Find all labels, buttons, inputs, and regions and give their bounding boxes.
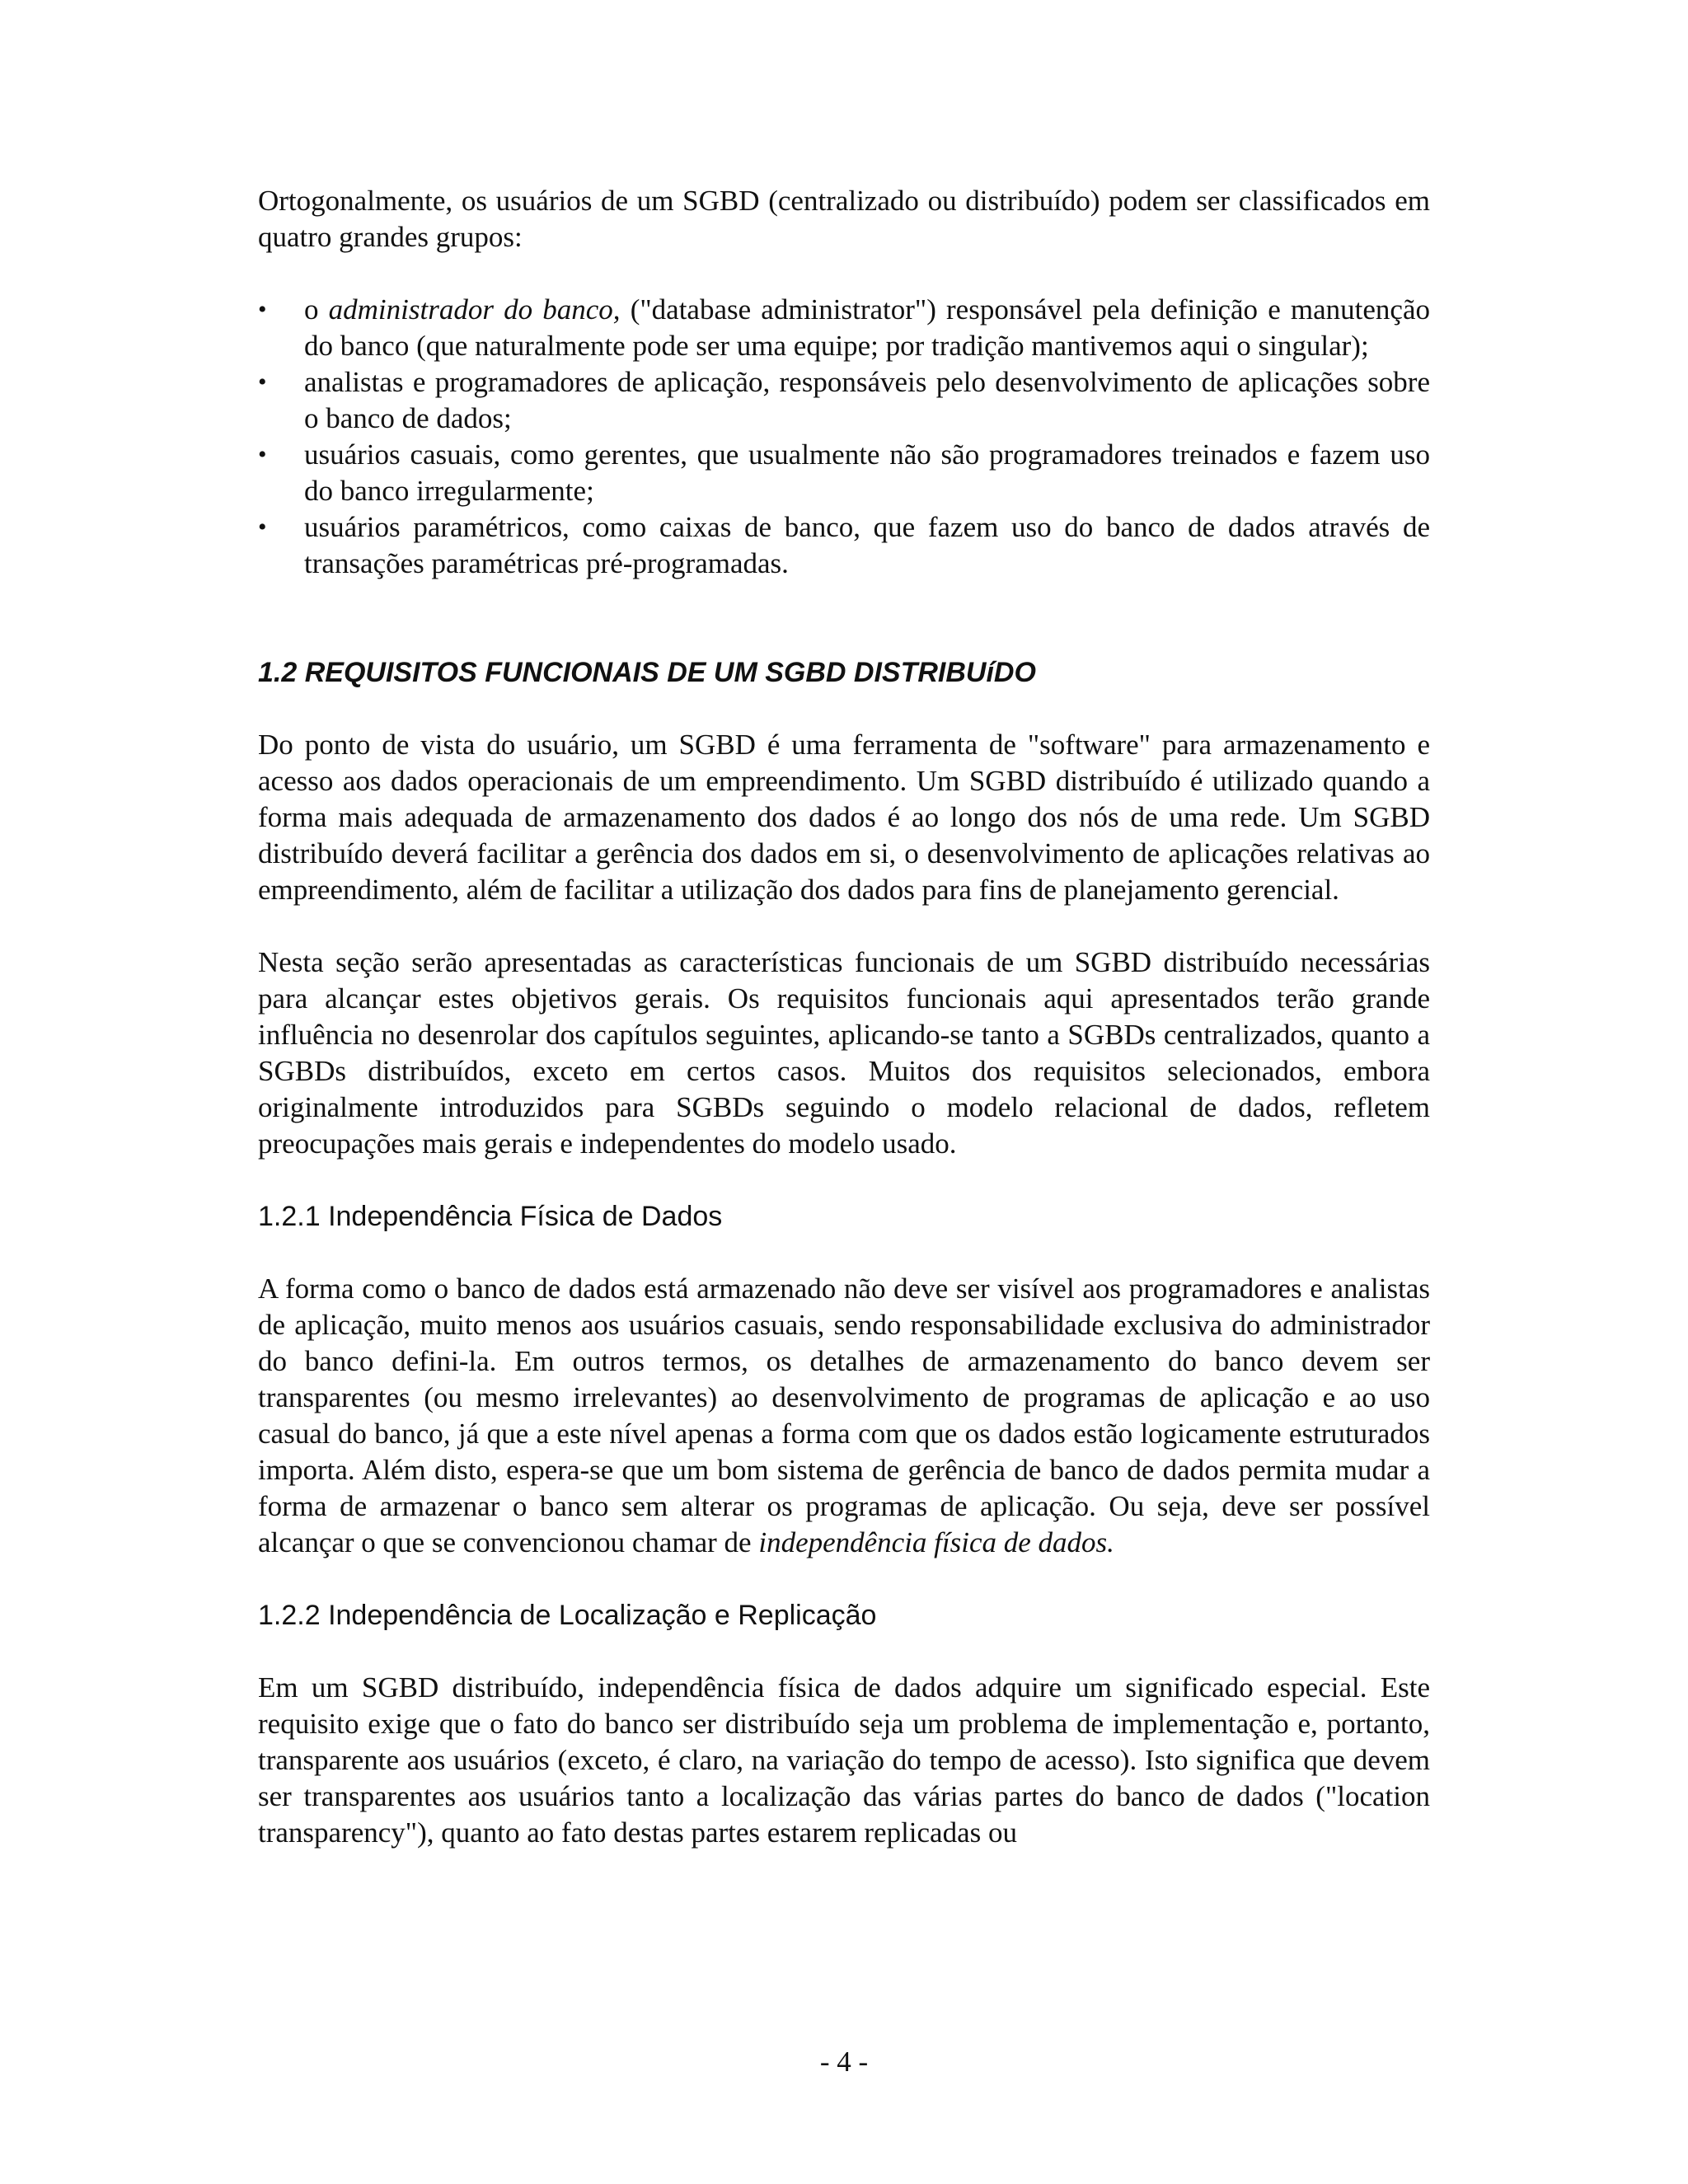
document-page bbox=[258, 183, 1430, 1851]
bullet-icon: • bbox=[258, 441, 267, 468]
list-item-text: usuários casuais, como gerentes, que usualmente não são programadores treinados e fazem uso do banco irregularmente; bbox=[304, 438, 1430, 507]
list-item bbox=[258, 509, 1430, 582]
list-item bbox=[258, 292, 1430, 364]
section-1-2-paragraph-1: Do ponto de vista do usuário, um SGBD é uma ferramenta de "software" para armazenamento e acesso aos dados operacionais de um empreendimento. Um SGBD distribuído é utilizado quando a forma mais adequada de armazenamento dos dados é ao longo dos nós de uma rede. Um SGBD distribuído deverá facilitar a gerência dos dados em si, o desenvolvimento de aplicações relativas ao empreendimento, além de facilitar a utilização dos dados para fins de planejamento gerencial. bbox=[258, 729, 1430, 906]
list-item bbox=[258, 437, 1430, 509]
section-1-2-2-paragraph: Em um SGBD distribuído, independência física de dados adquire um significado especial. Este requisito exige que o fato do banco ser distribuído seja um problema de implementação e, portanto, transparente aos usuários (exceto, é claro, na variação do tempo de acesso). Isto significa que devem ser transparentes aos usuários tanto a localização das várias partes do banco de dados ("location transparency"), quanto ao fato destas partes estarem replicadas ou bbox=[258, 1671, 1430, 1849]
bullet-icon: • bbox=[258, 513, 267, 541]
section-1-2-1-text: A forma como o banco de dados está armazenado não deve ser visível aos programadores e analistas de aplicação, muito menos aos usuários casuais, sendo responsabilidade exclusiva do administrador do banco defini-la. Em outros termos, os detalhes de armazenamento do banco devem ser transparentes (ou mesmo irrelevantes) ao desenvolvimento de programas de aplicação e ao uso casual do banco, já que a este nível apenas a forma com que os dados estão logicamente estruturados importa. Além disto, espera-se que um bom sistema de gerência de banco de dados permita mudar a forma de armazenar o banco sem alterar os programas de aplicação. Ou seja, deve ser possível alcançar o que se convencionou chamar de bbox=[258, 1272, 1430, 1558]
page-number: - 4 - bbox=[819, 2046, 869, 2078]
list-item bbox=[258, 364, 1430, 437]
section-1-2-1-emphasis: independência física de dados. bbox=[758, 1526, 1114, 1558]
list-item-text: usuários paramétricos, como caixas de banco, que fazem uso do banco de dados através de transações paramétricas pré-programadas. bbox=[304, 511, 1430, 579]
bullet-icon: • bbox=[258, 296, 267, 323]
intro-paragraph: Ortogonalmente, os usuários de um SGBD (centralizado ou distribuído) podem ser classificados em quatro grandes grupos: bbox=[258, 185, 1430, 253]
list-item-text: analistas e programadores de aplicação, responsáveis pelo desenvolvimento de aplicações sobre o banco de dados; bbox=[304, 366, 1430, 434]
section-1-2-paragraph-2: Nesta seção serão apresentadas as características funcionais de um SGBD distribuído necessárias para alcançar estes objetivos gerais. Os requisitos funcionais aqui apresentados terão grande influência no desenrolar dos capítulos seguintes, aplicando-se tanto a SGBDs centralizados, quanto a SGBDs distribuídos, exceto em certos casos. Muitos dos requisitos selecionados, embora originalmente introduzidos para SGBDs seguindo o modelo relacional de dados, refletem preocupações mais gerais e independentes do modelo usado. bbox=[258, 946, 1430, 1160]
list-item-emphasis: administrador do banco, bbox=[328, 293, 621, 326]
list-item-prefix: o bbox=[304, 293, 329, 326]
subsection-heading-1-2-2: 1.2.2 Independência de Localização e Replicação bbox=[258, 1600, 877, 1631]
section-1-2-1-paragraph bbox=[258, 1271, 1430, 1561]
user-groups-list bbox=[258, 292, 1430, 582]
list-item-text: ("database administrator") responsável pela definição e manutenção do banco (que naturalmente pode ser uma equipe; por tradição mantivemos aqui o singular); bbox=[304, 293, 1430, 362]
section-heading-1-2: 1.2 REQUISITOS FUNCIONAIS DE UM SGBD DISTRIBUíDO bbox=[258, 657, 1036, 688]
bullet-icon: • bbox=[258, 368, 267, 396]
subsection-heading-1-2-1: 1.2.1 Independência Física de Dados bbox=[258, 1201, 723, 1232]
